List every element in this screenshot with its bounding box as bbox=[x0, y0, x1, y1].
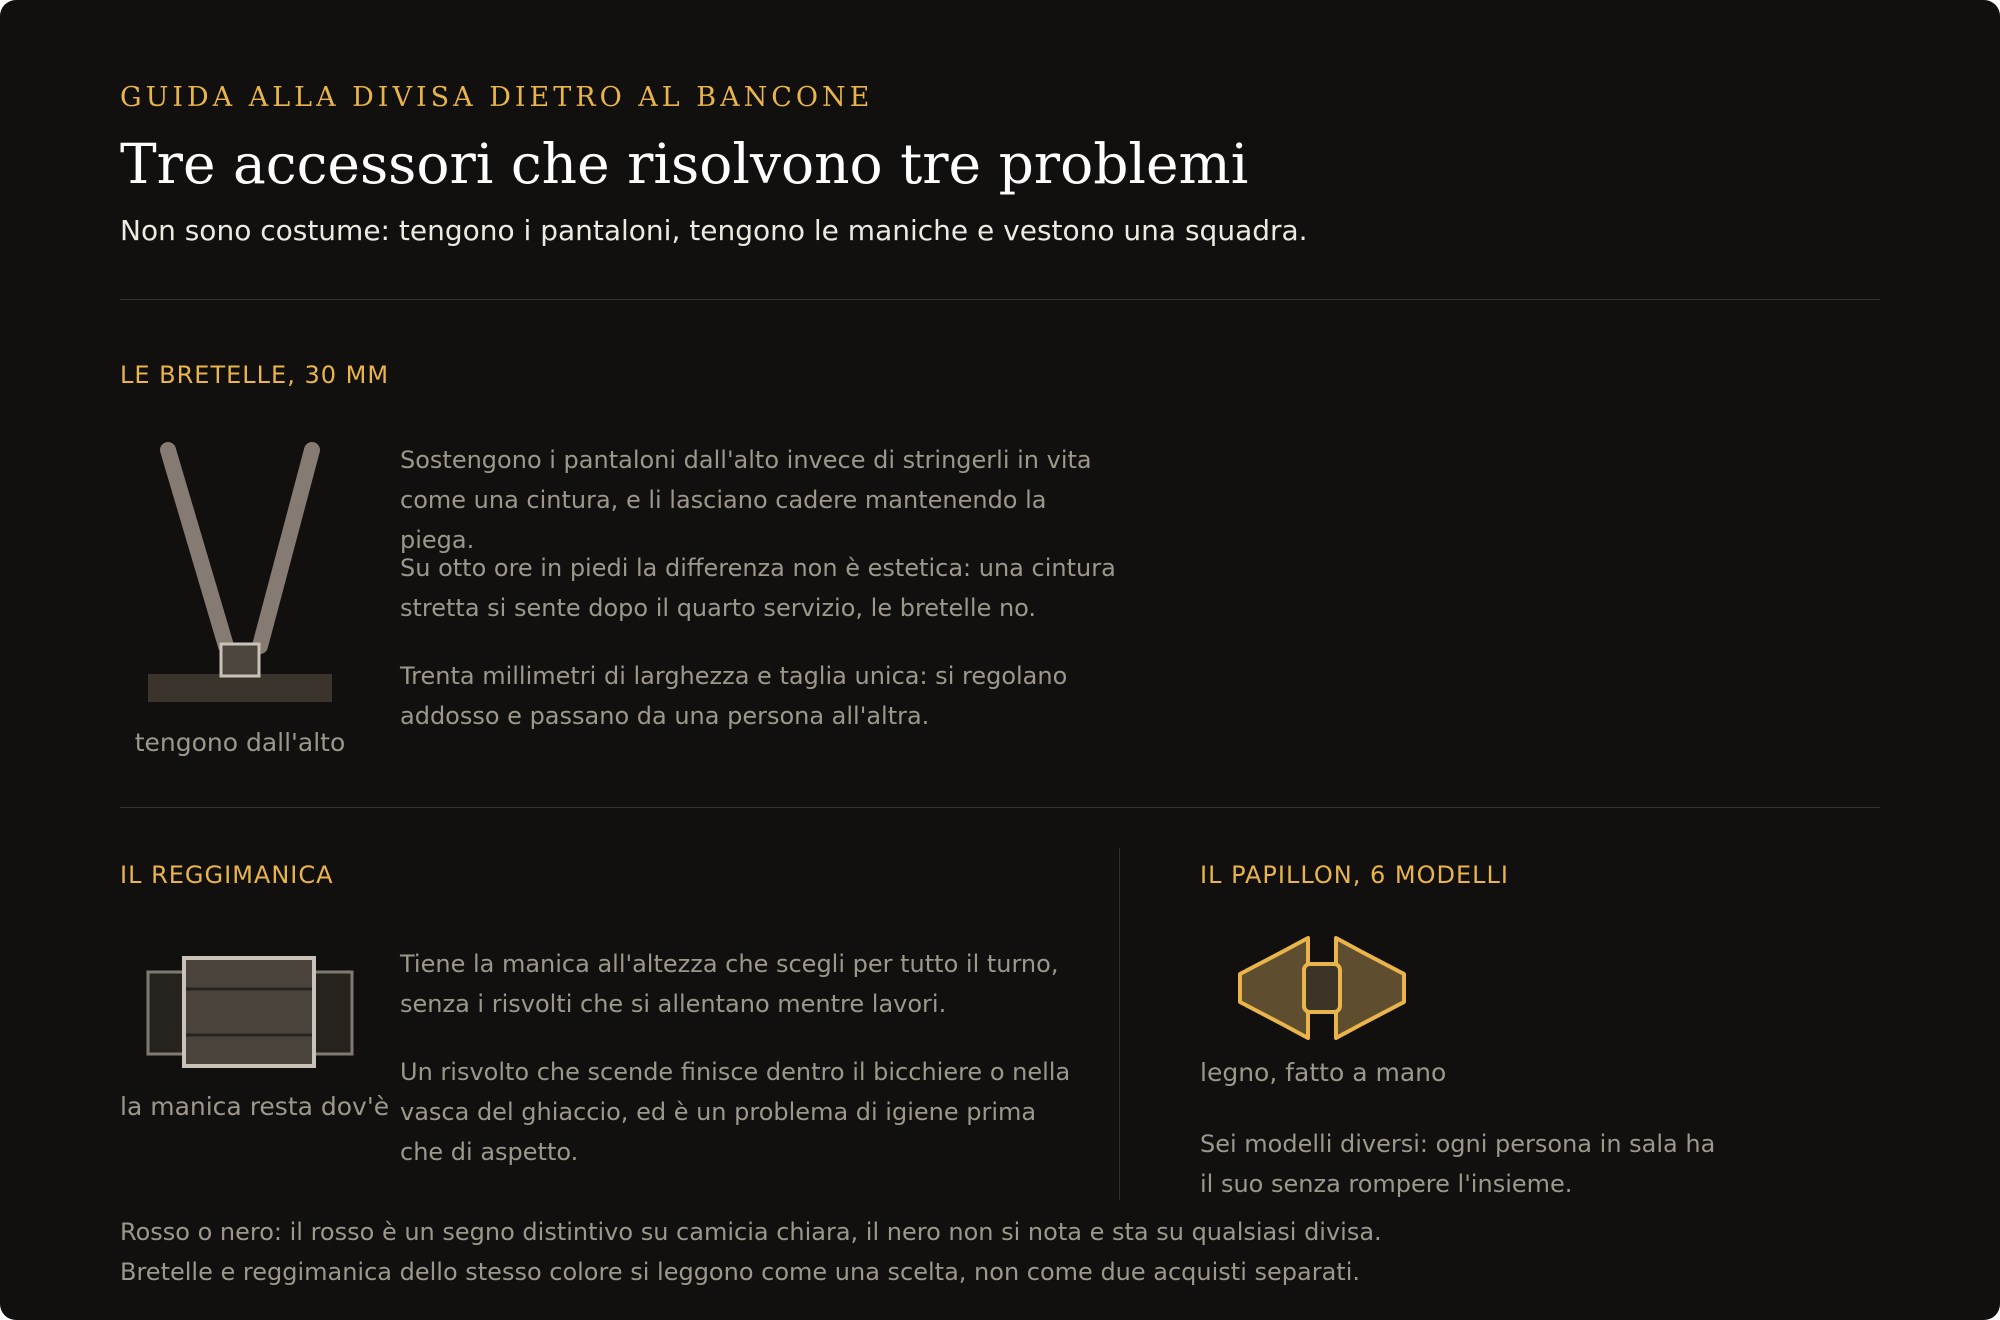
caption-papillon: legno, fatto a mano bbox=[1200, 1058, 1447, 1087]
caption-reggimanica: la manica resta dov'è bbox=[120, 1092, 390, 1121]
divider bbox=[120, 807, 1880, 808]
section-heading-papillon: IL PAPILLON, 6 MODELLI bbox=[1200, 861, 1509, 889]
footer-line: Bretelle e reggimanica dello stesso colore si leggono come una scelta, non come due acquisti separati. bbox=[120, 1258, 1360, 1286]
page-title: Tre accessori che risolvono tre problemi bbox=[120, 132, 1249, 196]
footer-line: Rosso o nero: il rosso è un segno distintivo su camicia chiara, il nero non si nota e sta su qualsiasi divisa. bbox=[120, 1218, 1382, 1246]
papillon-paragraph: Sei modelli diversi: ogni persona in sala ha il suo senza rompere l'insieme. bbox=[1200, 1130, 1716, 1198]
column-divider bbox=[1119, 848, 1120, 1200]
bow-tie-icon bbox=[1232, 930, 1412, 1046]
eyebrow: GUIDA ALLA DIVISA DIETRO AL BANCONE bbox=[120, 82, 874, 113]
reggimanica-paragraph: Un risvolto che scende finisce dentro il bicchiere o nella vasca del ghiaccio, ed è un problema di igiene prima che di aspetto. bbox=[400, 1058, 1071, 1166]
reggimanica-paragraph: Tiene la manica all'altezza che scegli per tutto il turno, senza i risvolti che si allentano mentre lavori. bbox=[400, 950, 1059, 1018]
armband-icon bbox=[140, 952, 360, 1072]
page-subtitle: Non sono costume: tengono i pantaloni, tengono le maniche e vestono una squadra. bbox=[120, 214, 1308, 247]
section-heading-reggimanica: IL REGGIMANICA bbox=[120, 861, 334, 889]
divider bbox=[120, 299, 1880, 300]
bretelle-paragraph: Trenta millimetri di larghezza e taglia unica: si regolano addosso e passano da una persona all'altra. bbox=[400, 662, 1068, 730]
section-heading-bretelle: LE BRETELLE, 30 MM bbox=[120, 361, 390, 389]
caption-bretelle: tengono dall'alto bbox=[134, 728, 346, 757]
suspenders-icon bbox=[140, 436, 340, 706]
bretelle-paragraph: Su otto ore in piedi la differenza non è estetica: una cintura stretta si sente dopo il quarto servizio, le bretelle no. bbox=[400, 554, 1116, 622]
bretelle-paragraph: Sostengono i pantaloni dall'alto invece di stringerli in vita come una cintura, e li lasciano cadere mantenendo la piega. bbox=[400, 446, 1092, 554]
